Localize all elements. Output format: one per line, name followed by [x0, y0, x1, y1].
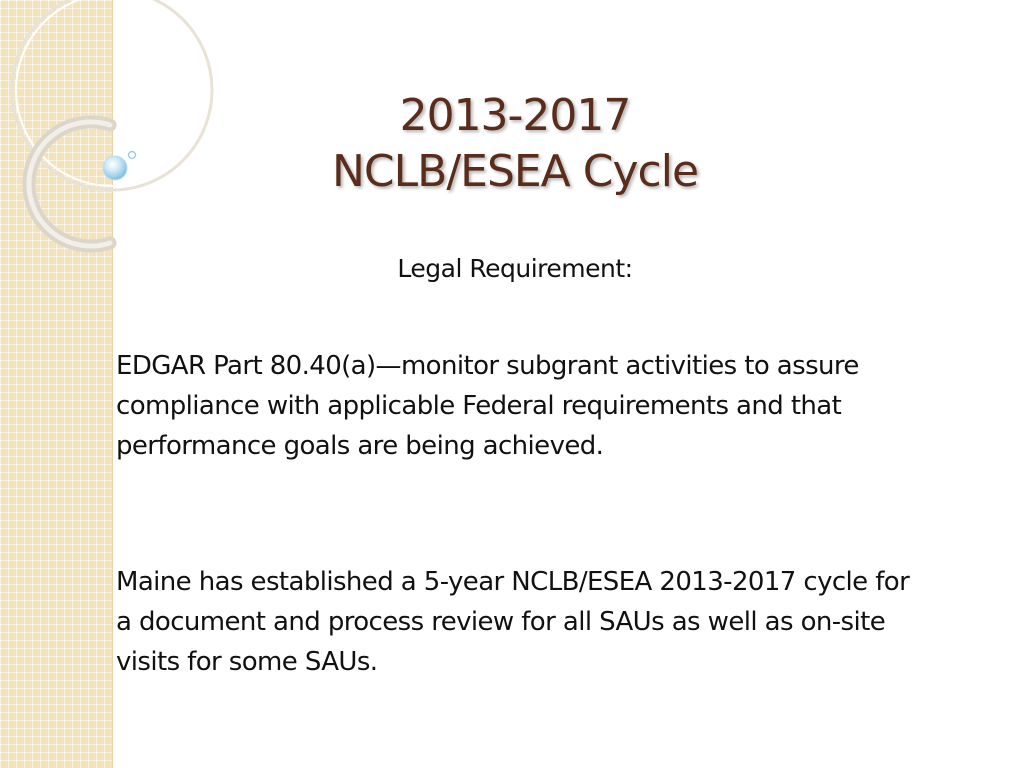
- blue-bubble: [103, 156, 127, 180]
- title-line-years: 2013-2017: [399, 90, 631, 141]
- title-line-cycle: NCLB/ESEA Cycle: [331, 146, 699, 197]
- edgar-paragraph: EDGAR Part 80.40(a)—monitor subgrant activities to assure compliance with applicable Federal requirements and that performance goals are being achieved.: [116, 351, 859, 461]
- small-ring: [129, 152, 136, 159]
- slide-title: [200, 88, 830, 200]
- maine-cycle-paragraph: Maine has established a 5-year NCLB/ESEA 2013-2017 cycle for a document and process review for all SAUs as well as on-site visits for some SAUs.: [116, 567, 910, 677]
- legal-requirement-heading: Legal Requirement:: [397, 254, 633, 283]
- decorative-circles-graphic: [0, 0, 230, 300]
